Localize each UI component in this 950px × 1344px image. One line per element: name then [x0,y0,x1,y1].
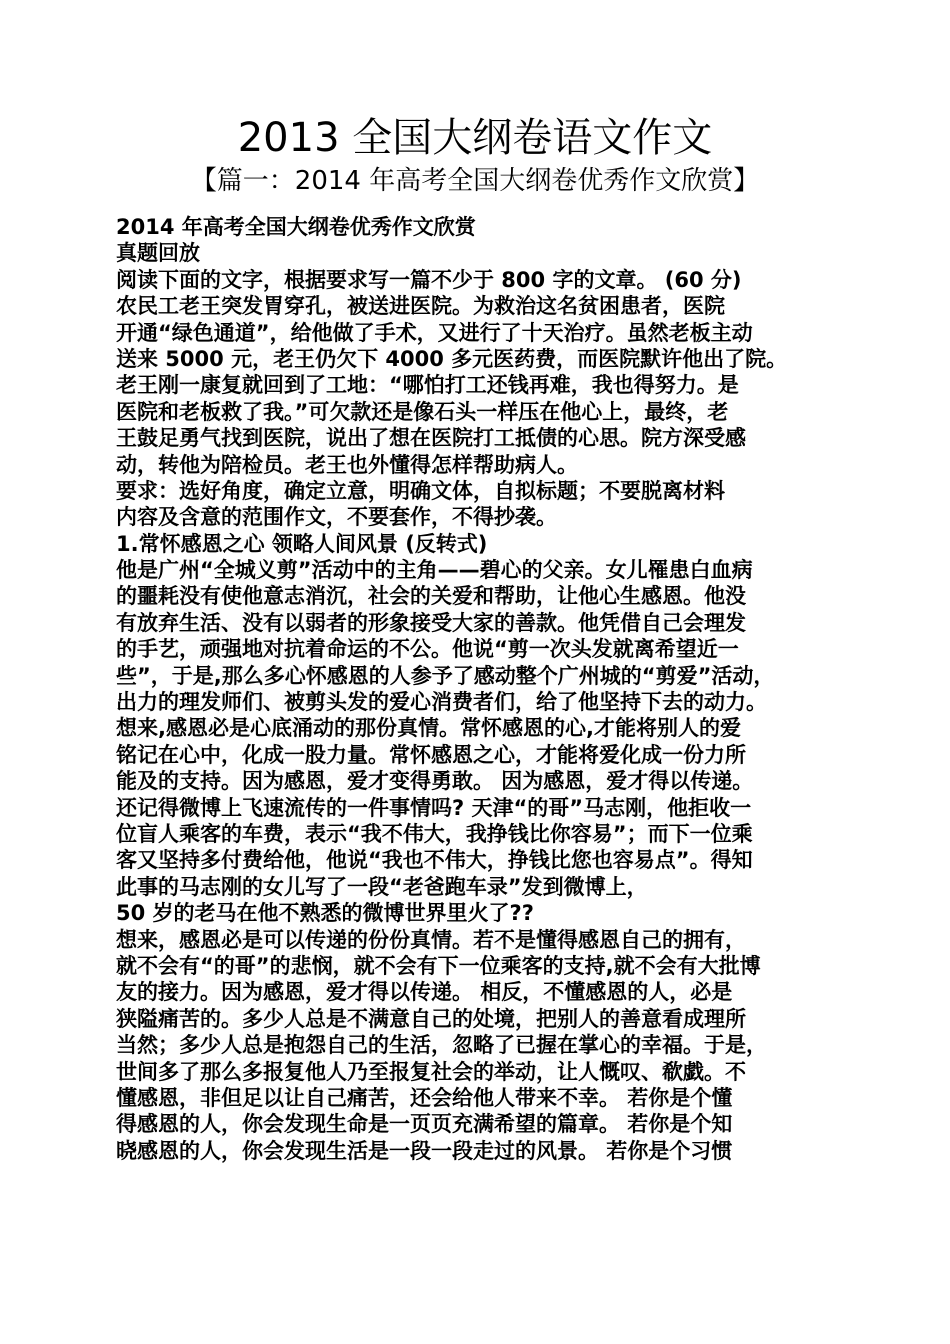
body-line: 阅读下面的文字，根据要求写一篇不少于 800 字的文章。 (60 分) [116,267,742,292]
body-line: 就不会有“的哥”的悲悯，就不会有下一位乘客的支持,就不会有大批博 [116,953,761,978]
subsection-heading: 真题回放 [116,241,200,266]
body-line: 送来 5000 元，老王仍欠下 4000 多元医药费，而医院默许他出了院。 [116,346,788,371]
section-heading: 2014 年高考全国大纲卷优秀作文欣赏 [116,215,476,239]
body-line: 想来，感恩必是可以传递的份份真情。若不是懂得感恩自己的拥有， [116,927,746,952]
document-body [116,214,846,1164]
body-line: 世间多了那么多报复他人乃至报复社会的举动，让人慨叹、欷戯。不 [116,1059,746,1084]
body-line: 内容及含意的范围作文，不要套作，不得抄袭。 [116,505,557,530]
body-line: 客又坚持多付费给他，他说“我也不伟大，挣钱比您也容易点”。得知 [116,848,753,873]
body-line: 动，转他为陪检员。老王也外懂得怎样帮助病人。 [116,452,578,477]
body-line: 50 岁的老马在他不熟悉的微博世界里火了?? [116,901,534,926]
body-line: 王鼓足勇气找到医院，说出了想在医院打工抵债的心思。院方深受感 [116,426,746,451]
body-line: 位盲人乘客的车费，表示“我不伟大，我挣钱比你容易”；而下一位乘 [116,821,753,846]
body-line: 铭记在心中，化成一股力量。常怀感恩之心，才能将爱化成一份力所 [116,742,746,767]
body-line: 医院和老板救了我。”可欠款还是像石头一样压在他心上，最终，老 [116,399,729,424]
body-line: 能及的支持。因为感恩，爱才变得勇敢。 因为感恩，爱才得以传递。 [116,769,754,794]
body-line: 的噩耗没有使他意志消沉，社会的关爱和帮助，让他心生感恩。他没 [116,584,746,609]
body-line: 农民工老王突发胃穿孔，被送进医院。为救治这名贫困患者，医院 [116,294,725,319]
body-line: 他是广州“全城义剪”活动中的主角——碧心的父亲。女儿罹患白血病 [116,558,753,583]
body-line: 懂感恩，非但足以让自己痛苦，还会给他人带来不幸。 若你是个懂 [116,1085,733,1110]
body-line: 此事的马志刚的女儿写了一段“老爸跑车录”发到微博上， [116,874,648,899]
document-title: 2013 全国大纲卷语文作文 [237,115,713,161]
body-line: 有放弃生活、没有以弱者的形象接受大家的善款。他凭借自己会理发 [116,610,746,635]
body-line: 狭隘痛苦的。多少人总是不满意自己的处境，把别人的善意看成理所 [116,1006,746,1031]
body-line: 得感恩的人，你会发现生命是一页页充满希望的篇章。 若你是个知 [116,1112,733,1137]
body-line: 出力的理发师们、被剪头发的爱心消费者们，给了他坚持下去的动力。 [116,690,767,715]
essay-heading: 1.常怀感恩之心 领略人间风景 (反转式) [116,531,488,556]
body-line: 当然；多少人总是抱怨自己的生活，忽略了已握在掌心的幸福。于是， [116,1033,767,1058]
body-line: 老王刚一康复就回到了工地：“哪怕打工还钱再难，我也得努力。是 [116,373,739,398]
body-line: 要求：选好角度，确定立意，明确文体，自拟标题；不要脱离材料 [116,478,725,503]
body-line: 友的接力。因为感恩，爱才得以传递。 相反，不懂感恩的人，必是 [116,980,733,1005]
body-line: 开通“绿色通道”，给他做了手术，又进行了十天治疗。虽然老板主动 [116,320,753,345]
document-subtitle: 【篇一：2014 年高考全国大纲卷优秀作文欣赏】 [190,166,760,196]
body-line: 想来,感恩必是心底涌动的那份真情。常怀感恩的心,才能将别人的爱 [116,716,741,741]
body-line: 还记得微博上飞速流传的一件事情吗? 天津“的哥”马志刚，他拒收一 [116,795,752,820]
body-line: 晓感恩的人，你会发现生活是一段一段走过的风景。 若你是个习惯 [116,1138,733,1163]
body-line: 的手艺，顽强地对抗着命运的不公。他说“剪一次头发就离希望近一 [116,637,739,662]
body-line: 些”，于是,那么多心怀感恩的人参予了感动整个广州城的“剪爱”活动， [116,663,775,688]
